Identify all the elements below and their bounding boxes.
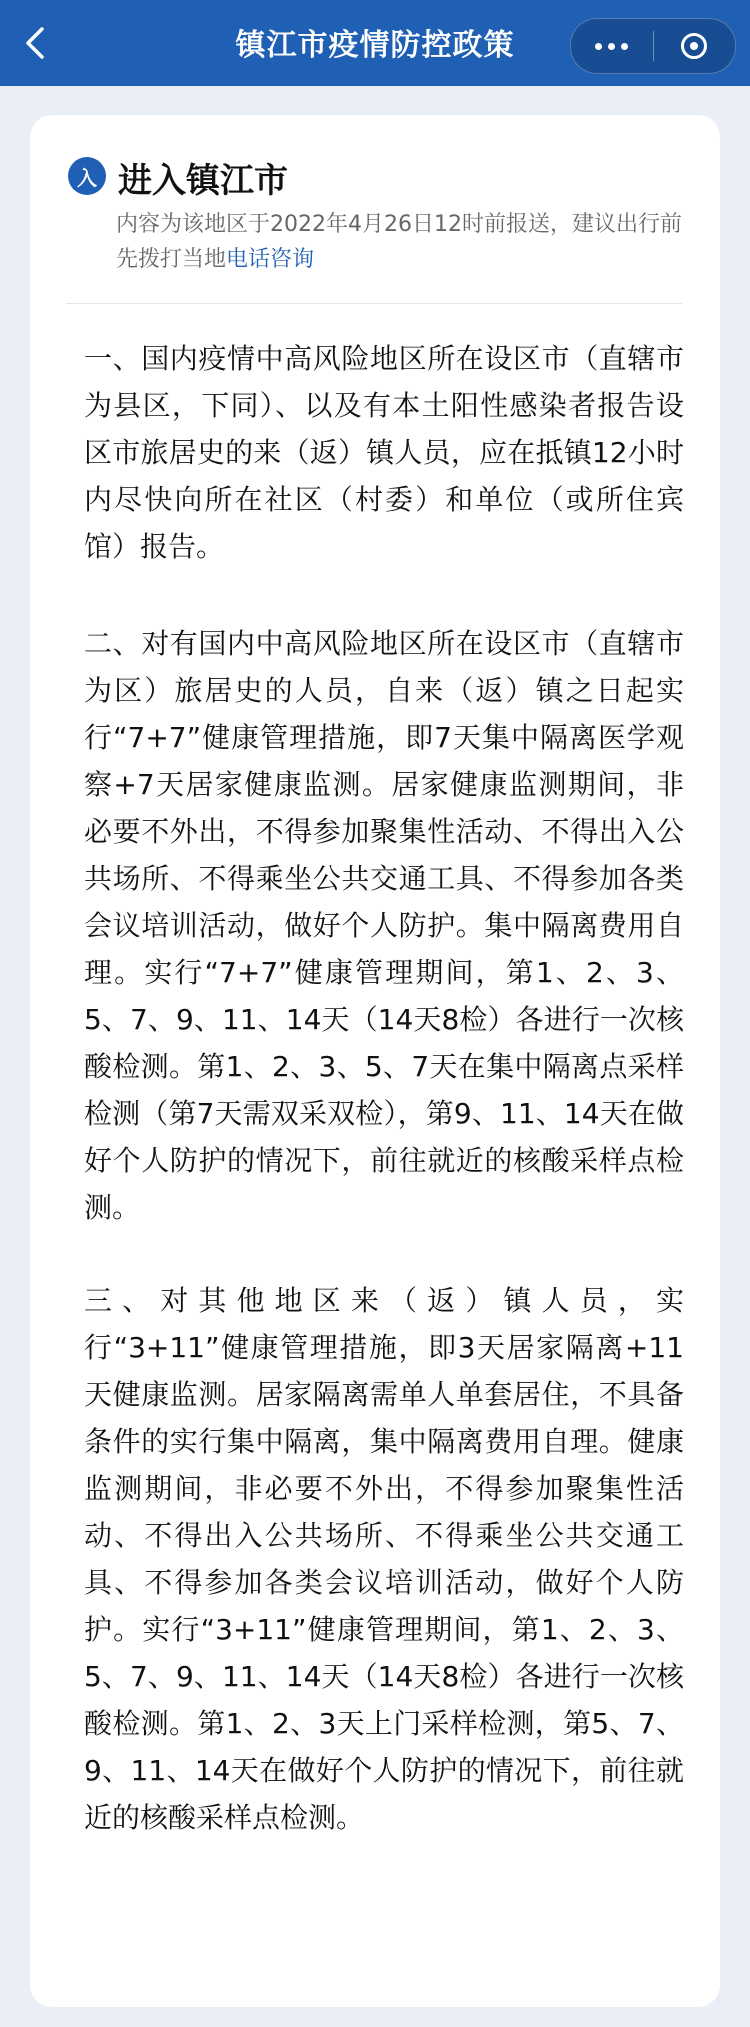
- report-notice: [116, 207, 696, 277]
- more-button[interactable]: [571, 19, 653, 73]
- notice-text: 内容为该地区于2022年4月26日12时前报送，建议出行前先拨打当地: [116, 212, 682, 272]
- mini-program-capsule: [570, 18, 736, 74]
- top-nav-bar: [0, 0, 750, 86]
- policy-section-1: 一、国内疫情中高风险地区所在设区市（直辖市为县区，下同）、以及有本土阳性感染者报告设区市旅居史的来（返）镇人员，应在抵镇12小时内尽快向所在社区（村委）和单位（或所住宾馆）报告。: [84, 342, 684, 563]
- phone-consult-link[interactable]: 电话咨询: [226, 247, 315, 272]
- policy-section-3: 三、对其他地区来（返）镇人员，实行“3+11”健康管理措施，即3天居家隔离+11天健康监测。居家隔离需单人单套居住，不具备条件的实行集中隔离，集中隔离费用自理。健康监测期间，非必要不外出，不得参加聚集性活动、不得出入公共场所、不得乘坐公共交通工具、不得参加各类会议培训活动，做好个人防护。实行“3+11”健康管理期间，第1、2、3、5、7、9、11、14天（14天8检）各进行一次核酸检测。第1、2、3天上门采样检测，第5、7、9、11、14天在做好个人防护的情况下，前往就近的核酸采样点检测。: [84, 1284, 684, 1834]
- policy-section-2: 二、对有国内中高风险地区所在设区市（直辖市为区）旅居史的人员，自来（返）镇之日起实行“7+7”健康管理措施，即7天集中隔离医学观察+7天居家健康监测。居家健康监测期间，非必要不外出，不得参加聚集性活动、不得出入公共场所、不得乘坐公共交通工具、不得参加各类会议培训活动，做好个人防护。集中隔离费用自理。实行“7+7”健康管理期间，第1、2、3、5、7、9、11、14天（14天8检）各进行一次核酸检测。第1、2、3、5、7天在集中隔离点采样检测（第7天需双采双检），第9、11、14天在做好个人防护的情况下，前往就近的核酸采样点检测。: [84, 627, 684, 1224]
- target-circle-icon: [681, 33, 707, 59]
- entry-badge-icon: 入: [68, 157, 106, 195]
- policy-card: [30, 115, 720, 2007]
- divider: [66, 303, 682, 304]
- card-title: 进入镇江市: [118, 161, 288, 201]
- page-title: 镇江市疫情防控政策: [235, 28, 515, 63]
- more-dots-icon: [595, 43, 628, 50]
- close-mini-program-button[interactable]: [654, 19, 736, 73]
